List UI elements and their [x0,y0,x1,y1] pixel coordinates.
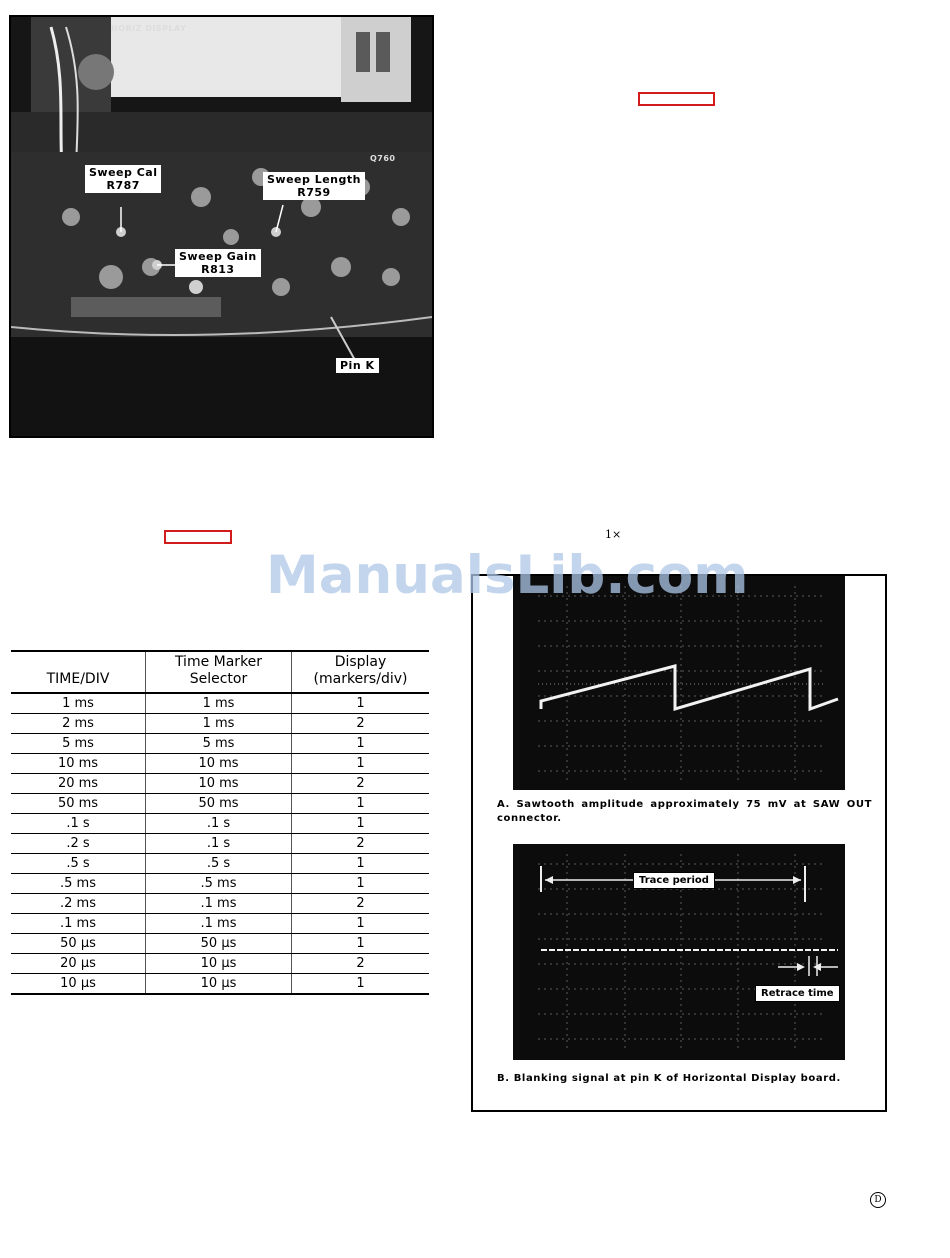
cell-time-div: .1 ms [11,914,146,934]
table-row [11,774,429,794]
trace-period-label: Trace period [633,872,715,889]
caption-b: B. Blanking signal at pin K of Horizontal Display board. [497,1073,841,1084]
cell-marker-selector: .1 s [146,834,292,854]
table-row [11,714,429,734]
cell-time-div: .2 s [11,834,146,854]
table-row [11,894,429,914]
cell-display: 1 [292,934,430,954]
cell-time-div: 10 ms [11,754,146,774]
table-row [11,974,429,995]
board-text-q760: Q760 [370,154,396,163]
highlight-box-top [638,92,715,106]
col-header-time-div: TIME/DIV [11,651,146,693]
retrace-time-label: Retrace time [755,985,840,1002]
cell-marker-selector: 10 ms [146,754,292,774]
cell-marker-selector: 10 µs [146,954,292,974]
time-marker-table-container [11,650,429,995]
cell-display: 1 [292,754,430,774]
label-sweep-gain: Sweep Gain R813 [175,249,261,277]
oscilloscope-figure [471,574,887,1112]
cell-marker-selector: .5 ms [146,874,292,894]
highlight-box-left [164,530,232,544]
cell-display: 1 [292,693,430,714]
cell-display: 2 [292,894,430,914]
cell-time-div: 10 µs [60,976,96,991]
cell-marker-selector: 10 ms [146,774,292,794]
cell-display: 1 [292,914,430,934]
table-row [11,934,429,954]
time-marker-table [11,650,429,995]
table-row [11,834,429,854]
cell-display: 1 [292,874,430,894]
cell-time-div: .2 ms [11,894,146,914]
probe-attenuation-note: 1× [605,528,622,541]
screen-a-graticule [513,576,845,790]
cell-marker-selector: 10 µs [146,974,292,995]
cell-marker-selector: .1 ms [146,894,292,914]
revision-mark: D [870,1192,886,1208]
cell-display: 1 [292,814,430,834]
cell-display: 2 [292,954,430,974]
table-row [11,754,429,774]
table-row [11,954,429,974]
cell-time-div: 50 µs [11,934,146,954]
cell-marker-selector: 1 ms [146,693,292,714]
cell-marker-selector: .1 s [146,814,292,834]
cell-marker-selector: .5 s [146,854,292,874]
cell-time-div: .5 ms [11,874,146,894]
cell-marker-selector: 50 µs [146,934,292,954]
table-row [11,914,429,934]
circuit-board-illustration [11,17,432,436]
cell-time-div: 20 µs [11,954,146,974]
cell-display: 1 [292,854,430,874]
table-row [11,854,429,874]
cell-time-div: 20 ms [11,774,146,794]
cell-time-div: 50 ms [11,794,146,814]
cell-display: 2 [292,714,430,734]
cell-time-div: 5 ms [11,734,146,754]
caption-a: A. Sawtooth amplitude approximately 75 mV at SAW OUT connector. [497,799,872,824]
label-sweep-length: Sweep Length R759 [263,172,365,200]
cell-display: 1 [292,974,430,995]
table-row [11,734,429,754]
cell-time-div: .5 s [11,854,146,874]
cell-display: 1 [292,794,430,814]
label-pin-k: Pin K [336,358,379,373]
table-header-row [11,651,429,693]
table-row [11,693,429,714]
circuit-board-photo [9,15,434,438]
board-text-horiz-display: HORIZ DISPLAY [111,24,187,33]
table-row [11,794,429,814]
cell-marker-selector: 5 ms [146,734,292,754]
screen-b [513,844,845,1060]
cell-time-div: 2 ms [11,714,146,734]
table-row [11,814,429,834]
label-sweep-cal: Sweep Cal R787 [85,165,161,193]
cell-marker-selector: 1 ms [146,714,292,734]
watermark: ManualsLib.com [266,545,749,606]
col-header-marker-selector: Time Marker Selector [146,651,292,693]
sawtooth-trace [541,666,838,709]
cell-display: 2 [292,774,430,794]
screen-a [513,576,845,790]
table-row [11,874,429,894]
cell-marker-selector: 50 ms [146,794,292,814]
col-header-display: Display (markers/div) [292,651,430,693]
cell-display: 2 [292,834,430,854]
cell-display: 1 [292,734,430,754]
cell-time-div: .1 s [11,814,146,834]
cell-time-div: 1 ms [11,693,146,714]
cell-marker-selector: .1 ms [146,914,292,934]
